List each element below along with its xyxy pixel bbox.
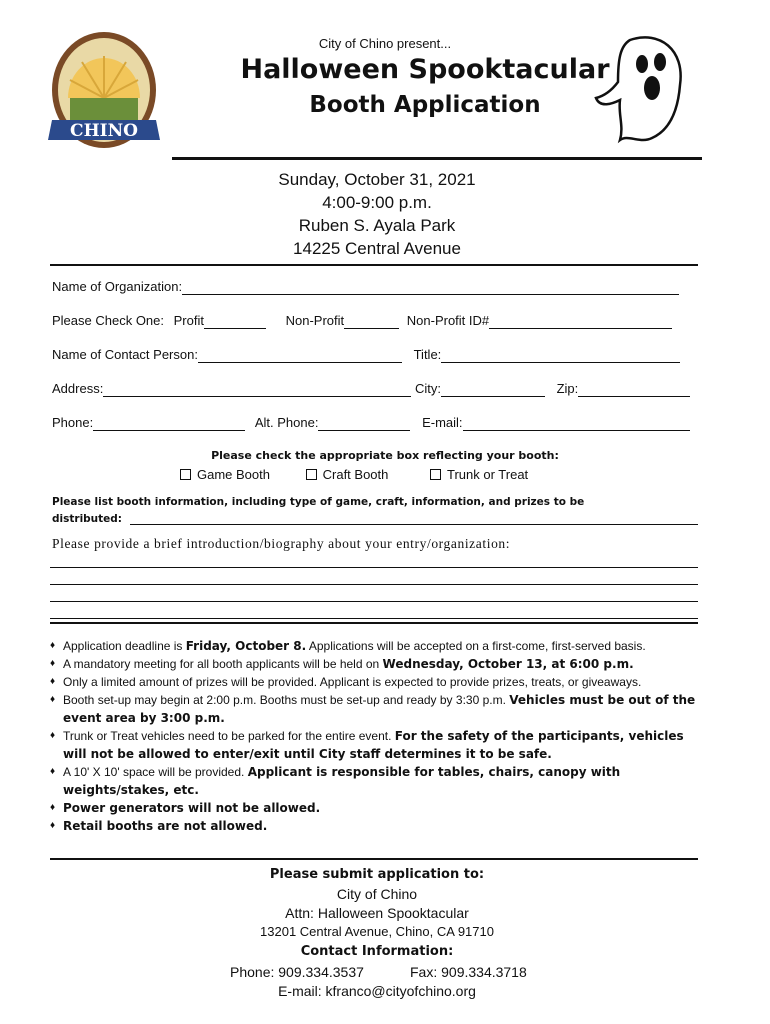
- contact-fax: Fax: 909.334.3718: [410, 964, 527, 980]
- logo-text: CHINO: [70, 121, 138, 141]
- contact-email[interactable]: E-mail: kfranco@cityofchino.org: [278, 983, 476, 999]
- zip-input[interactable]: [578, 383, 690, 397]
- alt-phone-label: Alt. Phone:: [254, 415, 319, 430]
- submit-heading: Please submit application to:: [269, 867, 485, 882]
- contact-row: [52, 347, 680, 363]
- organization-input[interactable]: [182, 281, 679, 295]
- game-booth-checkbox[interactable]: [180, 469, 191, 480]
- phone-input[interactable]: [93, 417, 245, 431]
- profit-check-row: [52, 313, 672, 329]
- rule-meeting: ♦ A mandatory meeting for all booth applicants will be held on Wednesday, October 13, at 6:00 p.m.: [50, 655, 700, 673]
- intro-line-1[interactable]: [50, 554, 698, 568]
- intro-line-4[interactable]: [50, 605, 698, 619]
- intro-line-2[interactable]: [50, 571, 698, 585]
- contact-phone: Phone: 909.334.3537: [230, 964, 364, 980]
- city-label: City:: [414, 381, 441, 396]
- address-input[interactable]: [103, 383, 411, 397]
- submit-address: 13201 Central Avenue, Chino, CA 91710: [260, 924, 494, 939]
- rule-setup: ♦ Booth set-up may begin at 2:00 p.m. Booths must be set-up and ready by 3:30 p.m. Vehicles must be out of the event area by 3:00 p.m.: [50, 691, 700, 727]
- phone-label: Phone:: [52, 415, 94, 430]
- rules-rule: [50, 622, 698, 624]
- intro-label: Please provide a brief introduction/biography about your entry/organization:: [52, 536, 511, 551]
- presenter-line: City of Chino present...: [318, 36, 452, 51]
- profit-label: Profit: [173, 313, 204, 328]
- rule-deadline: ♦ Application deadline is Friday, October 8. Applications will be accepted on a first-come, first-served basis.: [50, 637, 700, 655]
- title-input[interactable]: [441, 349, 680, 363]
- trunk-or-treat-option[interactable]: [430, 467, 528, 482]
- booth-info-input[interactable]: [130, 511, 698, 525]
- submit-org: City of Chino: [336, 886, 418, 902]
- rule-vehicles: ♦ Trunk or Treat vehicles need to be parked for the entire event. For the safety of the participants, vehicles will not be allowed to enter/exit until City staff determines it to be safe.: [50, 727, 700, 763]
- trunk-or-treat-checkbox[interactable]: [430, 469, 441, 480]
- submit-attn: Attn: Halloween Spooktacular: [285, 905, 469, 921]
- organization-field[interactable]: [52, 279, 679, 295]
- rules-list: [50, 637, 700, 835]
- contact-label: Name of Contact Person:: [52, 347, 198, 362]
- header-rule: [172, 157, 702, 160]
- event-time: 4:00-9:00 p.m.: [322, 193, 432, 212]
- craft-booth-checkbox[interactable]: [306, 469, 317, 480]
- nonprofit-id-input[interactable]: [489, 315, 672, 329]
- page-subtitle: Booth Application: [309, 92, 541, 118]
- address-row: [52, 381, 690, 397]
- contact-input[interactable]: [198, 349, 402, 363]
- event-address: 14225 Central Avenue: [293, 239, 461, 258]
- event-venue: Ruben S. Ayala Park: [298, 216, 456, 235]
- email-label: E-mail:: [422, 415, 463, 430]
- zip-label: Zip:: [556, 381, 579, 396]
- organization-label: Name of Organization:: [52, 279, 183, 294]
- contact-heading: Contact Information:: [300, 944, 454, 959]
- submit-rule: [50, 858, 698, 860]
- intro-line-3[interactable]: [50, 588, 698, 602]
- booth-info-label: Please list booth information, including type of game, craft, information, and prizes to be distributed:: [52, 496, 585, 525]
- craft-booth-option[interactable]: [306, 467, 389, 482]
- event-rule: [50, 264, 698, 266]
- phone-row: [52, 415, 690, 431]
- nonprofit-id-label: Non-Profit ID#: [406, 313, 490, 328]
- event-date: Sunday, October 31, 2021: [278, 170, 476, 189]
- nonprofit-label: Non-Profit: [285, 313, 345, 328]
- profit-input[interactable]: [204, 315, 266, 329]
- page-title: Halloween Spooktacular: [240, 54, 610, 85]
- alt-phone-input[interactable]: [318, 417, 410, 431]
- email-input[interactable]: [463, 417, 690, 431]
- game-booth-option[interactable]: [180, 467, 270, 482]
- city-input[interactable]: [441, 383, 545, 397]
- game-booth-label: Game Booth: [197, 467, 270, 482]
- booth-heading: Please check the appropriate box reflecting your booth:: [211, 449, 559, 462]
- craft-booth-label: Craft Booth: [322, 467, 389, 482]
- rule-generators: ♦ Power generators will not be allowed.: [50, 799, 700, 817]
- nonprofit-input[interactable]: [344, 315, 399, 329]
- title-label: Title:: [413, 347, 442, 362]
- check-label: Please Check One:: [52, 313, 165, 328]
- booth-options: [180, 467, 528, 482]
- trunk-or-treat-label: Trunk or Treat: [447, 467, 529, 482]
- rule-space: ♦ A 10' X 10' space will be provided. Applicant is responsible for tables, chairs, canopy with weights/stakes, etc.: [50, 763, 700, 799]
- address-label: Address:: [52, 381, 104, 396]
- rule-retail: ♦ Retail booths are not allowed.: [50, 817, 700, 835]
- rule-prizes: ♦ Only a limited amount of prizes will be provided. Applicant is expected to provide prizes, treats, or giveaways.: [50, 673, 700, 691]
